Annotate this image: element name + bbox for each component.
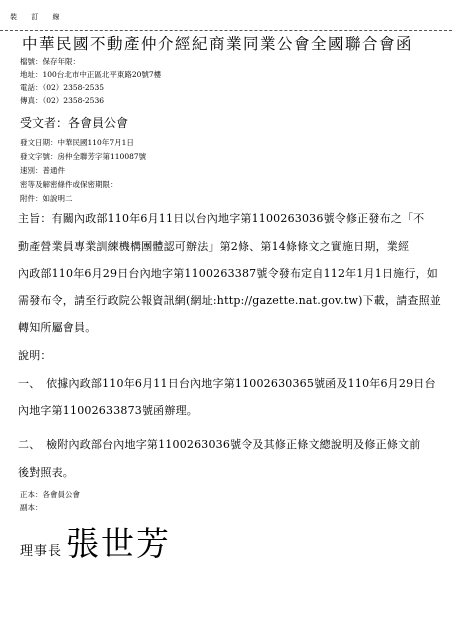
secrecy-level: 密等及解密條件或保密期限： [20,180,118,189]
document-title: 中華民國不動產仲介經紀商業同業公會全國聯合會函 [22,35,414,53]
chairman-signature: 張世芳 [66,524,171,563]
chairman-label: 理事長 [20,544,63,559]
binding-line [0,30,452,31]
binding-label: 裝 訂 線 [10,13,66,21]
explanation-1-line-1: 一、 依據內政部110年6月11日台內地字第11002630365號函及110年6月29日台 [18,377,436,390]
speed-class: 速別：普通件 [20,166,65,175]
issue-number: 發文字號：房仲全聯芳字第110087號 [20,152,147,161]
subject-line-3: 內政部110年6月29日台內地字第1100263387號令發布定自112年1月1日施行，如 [18,267,438,280]
copy-recipients: 副本： [20,503,43,512]
phone: 電話：（02）2358-2535 [20,83,105,92]
address: 地址：100台北市中正區北平東路20號7樓 [20,70,162,79]
attachment: 附件：如說明二 [20,194,73,203]
file-number: 檔號：保存年限： [20,57,80,66]
original-recipients: 正本：各會員公會 [20,490,80,499]
subject-line-4: 需發布令，請至行政院公報資訊網(網址:http://gazette.nat.gov.tw)下載，請查照並 [18,294,441,307]
explanation-2-line-2: 後對照表。 [18,466,74,479]
explanation-heading: 說明： [18,349,52,362]
subject-line-1: 主旨：有關內政部110年6月11日以台內地字第1100263036號令修正發布之「不 [18,212,425,225]
issue-date: 發文日期：中華民國110年7月1日 [20,138,134,147]
subject-line-5: 轉知所屬會員。 [18,321,97,334]
recipient: 受文者：各會員公會 [20,116,129,130]
explanation-2-line-1: 二、 檢附內政部台內地字第1100263036號令及其修正條文總說明及修正條文前 [18,438,421,451]
explanation-1-line-2: 內地字第11002633873號函辦理。 [18,404,198,417]
subject-line-2: 動產營業員專業訓練機構團體認可辦法」第2條、第14條條文之實施日期，業經 [18,240,410,253]
fax: 傳真：（02）2358-2536 [20,96,105,105]
